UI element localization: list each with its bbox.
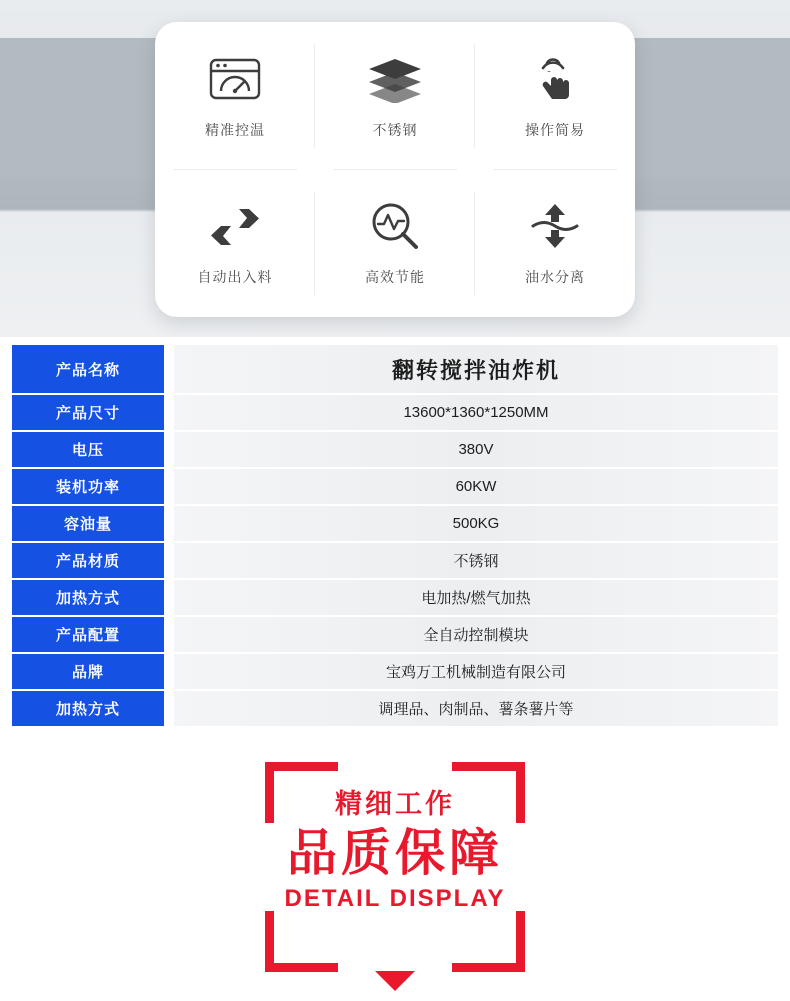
feature-item-oil-water-separation — [475, 170, 635, 318]
spec-key: 装机功率 — [12, 469, 164, 504]
table-row — [12, 506, 778, 541]
table-row — [12, 691, 778, 726]
table-row — [12, 432, 778, 467]
feature-item-easy-operation — [475, 22, 635, 170]
spec-value: 宝鸡万工机械制造有限公司 — [174, 654, 778, 689]
spec-key: 产品材质 — [12, 543, 164, 578]
badge-subtitle: 精细工作 — [335, 789, 455, 819]
spec-value: 电加热/燃气加热 — [174, 580, 778, 615]
energy-saving-magnifier-icon — [365, 199, 425, 253]
spec-value: 全自动控制模块 — [174, 617, 778, 652]
spec-value: 13600*1360*1250MM — [174, 395, 778, 430]
spec-key: 加热方式 — [12, 580, 164, 615]
badge-english-caption: DETAIL DISPLAY — [284, 884, 506, 912]
badge-corner-bottom-left — [265, 911, 338, 972]
spec-value: 60KW — [174, 469, 778, 504]
table-row — [12, 617, 778, 652]
spec-value: 翻转搅拌油炸机 — [174, 345, 778, 393]
temperature-control-icon — [205, 52, 265, 106]
auto-feed-discharge-arrows-icon — [205, 199, 265, 253]
feature-label: 精准控温 — [205, 121, 265, 138]
spec-key: 容油量 — [12, 506, 164, 541]
feature-item-stainless-steel — [315, 22, 475, 170]
feature-item-auto-feed — [155, 170, 315, 318]
feature-label: 不锈钢 — [372, 121, 418, 138]
feature-label: 自动出入料 — [197, 269, 273, 286]
spec-key: 产品尺寸 — [12, 395, 164, 430]
spec-value: 不锈钢 — [174, 543, 778, 578]
feature-card — [155, 22, 635, 317]
feature-item-energy-saving — [315, 170, 475, 318]
oil-water-separation-icon — [525, 199, 585, 253]
spec-key: 产品配置 — [12, 617, 164, 652]
spec-key: 电压 — [12, 432, 164, 467]
stainless-steel-layers-icon — [365, 52, 425, 106]
down-arrow-icon — [375, 971, 415, 991]
spec-key: 加热方式 — [12, 691, 164, 726]
feature-label: 高效节能 — [365, 269, 425, 286]
feature-label: 操作简易 — [525, 121, 585, 138]
table-row — [12, 580, 778, 615]
spec-value: 调理品、肉制品、薯条薯片等 — [174, 691, 778, 726]
spec-key: 品牌 — [12, 654, 164, 689]
table-row — [12, 469, 778, 504]
badge-title: 品质保障 — [287, 825, 503, 881]
badge-frame — [265, 762, 525, 972]
specification-table — [12, 345, 778, 728]
easy-operation-hand-icon — [525, 52, 585, 106]
badge-corner-top-right — [452, 762, 525, 823]
quality-badge — [0, 762, 790, 1001]
spec-key: 产品名称 — [12, 345, 164, 393]
badge-corner-top-left — [265, 762, 338, 823]
table-row — [12, 543, 778, 578]
hero-banner — [0, 0, 790, 337]
feature-item-temperature-control — [155, 22, 315, 170]
table-row — [12, 345, 778, 393]
table-row — [12, 395, 778, 430]
spec-value: 380V — [174, 432, 778, 467]
feature-label: 油水分离 — [525, 269, 585, 286]
badge-corner-bottom-right — [452, 911, 525, 972]
table-row — [12, 654, 778, 689]
spec-value: 500KG — [174, 506, 778, 541]
